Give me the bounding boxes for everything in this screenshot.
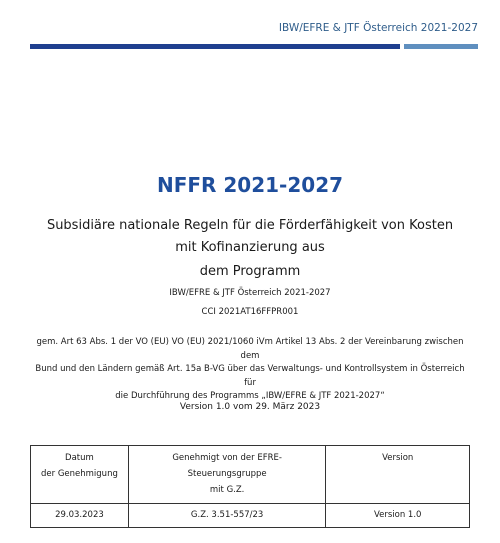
subtitle-line-1: Subsidiäre nationale Regeln für die Förderfähigkeit von Kosten: [46, 218, 454, 233]
legal-basis-line-3: die Durchführung des Programms „IBW/EFRE & JTF 2021-2027“: [115, 391, 385, 401]
cell-gz: G.Z. 3.51-557/23: [128, 504, 326, 528]
cell-version: Version 1.0: [326, 504, 470, 528]
header-cell-version: Version: [326, 446, 470, 504]
header-cell-date: [31, 446, 129, 504]
version-info: Version 1.0 vom 29. März 2023: [179, 402, 321, 412]
header-date-line-1: Datum: [65, 453, 94, 463]
header-bar-secondary: [404, 44, 478, 49]
subtitle-line-3: dem Programm: [199, 264, 301, 279]
program-name: IBW/EFRE & JTF Österreich 2021-2027: [169, 288, 331, 298]
header-cell-approved-by: [128, 446, 326, 504]
header-program-label: IBW/EFRE & JTF Österreich 2021-2027: [278, 22, 478, 34]
header-approved-line-2: mit G.Z.: [209, 485, 245, 495]
cell-date: 29.03.2023: [31, 504, 129, 528]
approval-table: [30, 445, 470, 528]
legal-basis-line-2: Bund und den Ländern gemäß Art. 15a B-VG über das Verwaltungs- und Kontrollsystem in Österreich für: [35, 364, 465, 388]
legal-basis: [35, 336, 465, 404]
approval-table-header-row: [31, 446, 470, 504]
table-row: [31, 504, 470, 528]
legal-basis-line-1: gem. Art 63 Abs. 1 der VO (EU) VO (EU) 2021/1060 iVm Artikel 13 Abs. 2 der Vereinbarung zwischen dem: [36, 337, 464, 361]
header-approved-line-1: Genehmigt von der EFRE-Steuerungsgruppe: [172, 453, 282, 479]
subtitle-line-2: mit Kofinanzierung aus: [175, 240, 325, 255]
header-bar-primary: [30, 44, 400, 49]
document-title: NFFR 2021-2027: [156, 173, 344, 197]
program-cci: CCI 2021AT16FFPR001: [201, 307, 299, 317]
header-date-line-2: der Genehmigung: [41, 469, 118, 479]
